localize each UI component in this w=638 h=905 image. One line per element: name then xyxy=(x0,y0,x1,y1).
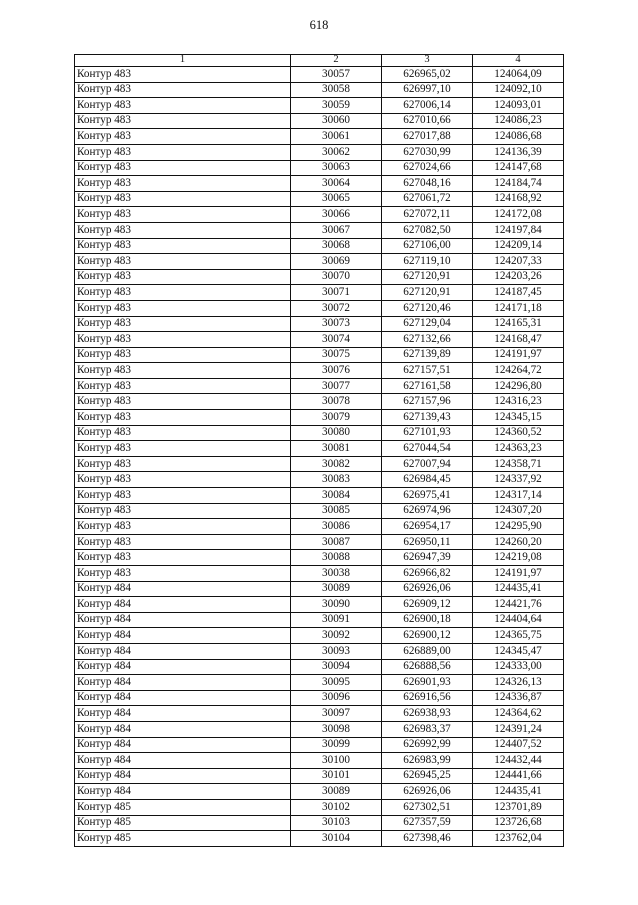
y-coordinate-cell: 124203,26 xyxy=(473,269,564,285)
table-row xyxy=(75,643,564,659)
table-row xyxy=(75,129,564,145)
x-coordinate-cell: 627044,54 xyxy=(382,441,473,457)
point-number-cell: 30072 xyxy=(291,300,382,316)
contour-name-cell: Контур 484 xyxy=(75,737,291,753)
contour-name-cell: Контур 484 xyxy=(75,753,291,769)
x-coordinate-cell: 626926,06 xyxy=(382,784,473,800)
header-col-4: 4 xyxy=(473,55,564,67)
table-row xyxy=(75,394,564,410)
point-number-cell: 30073 xyxy=(291,316,382,332)
table-row xyxy=(75,456,564,472)
table-row xyxy=(75,98,564,114)
x-coordinate-cell: 626916,56 xyxy=(382,690,473,706)
table-row xyxy=(75,799,564,815)
contour-name-cell: Контур 483 xyxy=(75,176,291,192)
point-number-cell: 30098 xyxy=(291,721,382,737)
table-row xyxy=(75,191,564,207)
point-number-cell: 30062 xyxy=(291,144,382,160)
contour-name-cell: Контур 483 xyxy=(75,82,291,98)
point-number-cell: 30100 xyxy=(291,753,382,769)
contour-name-cell: Контур 483 xyxy=(75,332,291,348)
point-number-cell: 30093 xyxy=(291,643,382,659)
x-coordinate-cell: 627357,59 xyxy=(382,815,473,831)
contour-name-cell: Контур 483 xyxy=(75,488,291,504)
coordinates-table xyxy=(74,54,564,847)
y-coordinate-cell: 124363,23 xyxy=(473,441,564,457)
point-number-cell: 30104 xyxy=(291,831,382,847)
y-coordinate-cell: 124307,20 xyxy=(473,503,564,519)
header-row xyxy=(75,55,564,67)
x-coordinate-cell: 627101,93 xyxy=(382,425,473,441)
y-coordinate-cell: 124168,47 xyxy=(473,332,564,348)
y-coordinate-cell: 124432,44 xyxy=(473,753,564,769)
contour-name-cell: Контур 483 xyxy=(75,394,291,410)
table-row xyxy=(75,612,564,628)
y-coordinate-cell: 124404,64 xyxy=(473,612,564,628)
y-coordinate-cell: 124191,97 xyxy=(473,566,564,582)
contour-name-cell: Контур 483 xyxy=(75,347,291,363)
point-number-cell: 30071 xyxy=(291,285,382,301)
table-row xyxy=(75,628,564,644)
y-coordinate-cell: 124316,23 xyxy=(473,394,564,410)
y-coordinate-cell: 124295,90 xyxy=(473,519,564,535)
y-coordinate-cell: 124435,41 xyxy=(473,784,564,800)
contour-name-cell: Контур 483 xyxy=(75,285,291,301)
point-number-cell: 30066 xyxy=(291,207,382,223)
y-coordinate-cell: 124172,08 xyxy=(473,207,564,223)
contour-name-cell: Контур 485 xyxy=(75,831,291,847)
x-coordinate-cell: 627072,11 xyxy=(382,207,473,223)
y-coordinate-cell: 124336,87 xyxy=(473,690,564,706)
point-number-cell: 30086 xyxy=(291,519,382,535)
x-coordinate-cell: 626950,11 xyxy=(382,534,473,550)
table-row xyxy=(75,737,564,753)
table-row xyxy=(75,503,564,519)
y-coordinate-cell: 124364,62 xyxy=(473,706,564,722)
x-coordinate-cell: 626900,18 xyxy=(382,612,473,628)
x-coordinate-cell: 627120,91 xyxy=(382,269,473,285)
point-number-cell: 30058 xyxy=(291,82,382,98)
contour-name-cell: Контур 483 xyxy=(75,363,291,379)
table-row xyxy=(75,347,564,363)
table-row xyxy=(75,831,564,847)
y-coordinate-cell: 124345,15 xyxy=(473,410,564,426)
table-row xyxy=(75,332,564,348)
contour-name-cell: Контур 484 xyxy=(75,690,291,706)
x-coordinate-cell: 626984,45 xyxy=(382,472,473,488)
table-row xyxy=(75,144,564,160)
table-row xyxy=(75,472,564,488)
x-coordinate-cell: 627120,46 xyxy=(382,300,473,316)
point-number-cell: 30080 xyxy=(291,425,382,441)
point-number-cell: 30067 xyxy=(291,222,382,238)
table-row xyxy=(75,597,564,613)
point-number-cell: 30094 xyxy=(291,659,382,675)
table-row xyxy=(75,378,564,394)
table-row xyxy=(75,550,564,566)
y-coordinate-cell: 124092,10 xyxy=(473,82,564,98)
y-coordinate-cell: 124260,20 xyxy=(473,534,564,550)
table-row xyxy=(75,441,564,457)
x-coordinate-cell: 627129,04 xyxy=(382,316,473,332)
contour-name-cell: Контур 484 xyxy=(75,643,291,659)
table-row xyxy=(75,254,564,270)
contour-name-cell: Контур 483 xyxy=(75,269,291,285)
y-coordinate-cell: 124333,00 xyxy=(473,659,564,675)
point-number-cell: 30077 xyxy=(291,378,382,394)
table-row xyxy=(75,659,564,675)
x-coordinate-cell: 626888,56 xyxy=(382,659,473,675)
x-coordinate-cell: 627398,46 xyxy=(382,831,473,847)
table-header xyxy=(75,55,564,67)
x-coordinate-cell: 627132,66 xyxy=(382,332,473,348)
y-coordinate-cell: 124407,52 xyxy=(473,737,564,753)
x-coordinate-cell: 626954,17 xyxy=(382,519,473,535)
point-number-cell: 30081 xyxy=(291,441,382,457)
table-row xyxy=(75,768,564,784)
x-coordinate-cell: 626945,25 xyxy=(382,768,473,784)
contour-name-cell: Контур 483 xyxy=(75,534,291,550)
contour-name-cell: Контур 483 xyxy=(75,160,291,176)
table-row xyxy=(75,581,564,597)
y-coordinate-cell: 124209,14 xyxy=(473,238,564,254)
x-coordinate-cell: 627010,66 xyxy=(382,113,473,129)
x-coordinate-cell: 627120,91 xyxy=(382,285,473,301)
point-number-cell: 30060 xyxy=(291,113,382,129)
y-coordinate-cell: 123726,68 xyxy=(473,815,564,831)
contour-name-cell: Контур 483 xyxy=(75,222,291,238)
x-coordinate-cell: 626983,37 xyxy=(382,721,473,737)
table-row xyxy=(75,285,564,301)
contour-name-cell: Контур 483 xyxy=(75,191,291,207)
point-number-cell: 30099 xyxy=(291,737,382,753)
y-coordinate-cell: 124441,66 xyxy=(473,768,564,784)
table-row xyxy=(75,721,564,737)
contour-name-cell: Контур 483 xyxy=(75,410,291,426)
table-row xyxy=(75,534,564,550)
point-number-cell: 30087 xyxy=(291,534,382,550)
point-number-cell: 30061 xyxy=(291,129,382,145)
y-coordinate-cell: 124358,71 xyxy=(473,456,564,472)
contour-name-cell: Контур 484 xyxy=(75,784,291,800)
contour-name-cell: Контур 483 xyxy=(75,456,291,472)
table-row xyxy=(75,67,564,83)
point-number-cell: 30079 xyxy=(291,410,382,426)
point-number-cell: 30090 xyxy=(291,597,382,613)
y-coordinate-cell: 124168,92 xyxy=(473,191,564,207)
page-number: 618 xyxy=(309,18,329,32)
table-row xyxy=(75,566,564,582)
point-number-cell: 30068 xyxy=(291,238,382,254)
y-coordinate-cell: 124064,09 xyxy=(473,67,564,83)
point-number-cell: 30097 xyxy=(291,706,382,722)
x-coordinate-cell: 626900,12 xyxy=(382,628,473,644)
table-row xyxy=(75,316,564,332)
contour-name-cell: Контур 483 xyxy=(75,300,291,316)
point-number-cell: 30102 xyxy=(291,799,382,815)
table-body xyxy=(75,67,564,847)
x-coordinate-cell: 626926,06 xyxy=(382,581,473,597)
contour-name-cell: Контур 483 xyxy=(75,550,291,566)
point-number-cell: 30070 xyxy=(291,269,382,285)
point-number-cell: 30103 xyxy=(291,815,382,831)
contour-name-cell: Контур 484 xyxy=(75,659,291,675)
contour-name-cell: Контур 483 xyxy=(75,254,291,270)
contour-name-cell: Контур 484 xyxy=(75,581,291,597)
point-number-cell: 30085 xyxy=(291,503,382,519)
y-coordinate-cell: 124187,45 xyxy=(473,285,564,301)
x-coordinate-cell: 627157,51 xyxy=(382,363,473,379)
contour-name-cell: Контур 484 xyxy=(75,612,291,628)
x-coordinate-cell: 627139,43 xyxy=(382,410,473,426)
contour-name-cell: Контур 484 xyxy=(75,597,291,613)
x-coordinate-cell: 626983,99 xyxy=(382,753,473,769)
y-coordinate-cell: 124435,41 xyxy=(473,581,564,597)
table-row xyxy=(75,82,564,98)
y-coordinate-cell: 124171,18 xyxy=(473,300,564,316)
x-coordinate-cell: 627082,50 xyxy=(382,222,473,238)
x-coordinate-cell: 626992,99 xyxy=(382,737,473,753)
point-number-cell: 30089 xyxy=(291,581,382,597)
table-row xyxy=(75,222,564,238)
x-coordinate-cell: 626938,93 xyxy=(382,706,473,722)
point-number-cell: 30089 xyxy=(291,784,382,800)
contour-name-cell: Контур 484 xyxy=(75,706,291,722)
y-coordinate-cell: 124264,72 xyxy=(473,363,564,379)
y-coordinate-cell: 124296,80 xyxy=(473,378,564,394)
point-number-cell: 30096 xyxy=(291,690,382,706)
table-row xyxy=(75,690,564,706)
x-coordinate-cell: 627048,16 xyxy=(382,176,473,192)
contour-name-cell: Контур 484 xyxy=(75,768,291,784)
y-coordinate-cell: 124326,13 xyxy=(473,675,564,691)
y-coordinate-cell: 124337,92 xyxy=(473,472,564,488)
contour-name-cell: Контур 483 xyxy=(75,113,291,129)
contour-name-cell: Контур 483 xyxy=(75,425,291,441)
contour-name-cell: Контур 484 xyxy=(75,628,291,644)
contour-name-cell: Контур 483 xyxy=(75,67,291,83)
contour-name-cell: Контур 484 xyxy=(75,721,291,737)
table-row xyxy=(75,269,564,285)
contour-name-cell: Контур 483 xyxy=(75,238,291,254)
x-coordinate-cell: 626997,10 xyxy=(382,82,473,98)
x-coordinate-cell: 626975,41 xyxy=(382,488,473,504)
table-row xyxy=(75,410,564,426)
point-number-cell: 30091 xyxy=(291,612,382,628)
header-col-1: 1 xyxy=(75,55,291,67)
table-row xyxy=(75,815,564,831)
y-coordinate-cell: 124345,47 xyxy=(473,643,564,659)
point-number-cell: 30057 xyxy=(291,67,382,83)
table-row xyxy=(75,113,564,129)
y-coordinate-cell: 123701,89 xyxy=(473,799,564,815)
x-coordinate-cell: 627139,89 xyxy=(382,347,473,363)
y-coordinate-cell: 124317,14 xyxy=(473,488,564,504)
x-coordinate-cell: 626909,12 xyxy=(382,597,473,613)
y-coordinate-cell: 124365,75 xyxy=(473,628,564,644)
y-coordinate-cell: 124219,08 xyxy=(473,550,564,566)
x-coordinate-cell: 627157,96 xyxy=(382,394,473,410)
x-coordinate-cell: 626966,82 xyxy=(382,566,473,582)
contour-name-cell: Контур 483 xyxy=(75,316,291,332)
y-coordinate-cell: 124184,74 xyxy=(473,176,564,192)
y-coordinate-cell: 124165,31 xyxy=(473,316,564,332)
table-row xyxy=(75,238,564,254)
y-coordinate-cell: 124191,97 xyxy=(473,347,564,363)
contour-name-cell: Контур 483 xyxy=(75,207,291,223)
table-row xyxy=(75,753,564,769)
point-number-cell: 30078 xyxy=(291,394,382,410)
contour-name-cell: Контур 483 xyxy=(75,472,291,488)
x-coordinate-cell: 626974,96 xyxy=(382,503,473,519)
point-number-cell: 30088 xyxy=(291,550,382,566)
point-number-cell: 30065 xyxy=(291,191,382,207)
y-coordinate-cell: 124086,23 xyxy=(473,113,564,129)
x-coordinate-cell: 627017,88 xyxy=(382,129,473,145)
table-row xyxy=(75,784,564,800)
x-coordinate-cell: 627061,72 xyxy=(382,191,473,207)
x-coordinate-cell: 627007,94 xyxy=(382,456,473,472)
table-row xyxy=(75,176,564,192)
x-coordinate-cell: 627161,58 xyxy=(382,378,473,394)
x-coordinate-cell: 627106,00 xyxy=(382,238,473,254)
table-row xyxy=(75,425,564,441)
table-row xyxy=(75,488,564,504)
contour-name-cell: Контур 485 xyxy=(75,799,291,815)
point-number-cell: 30038 xyxy=(291,566,382,582)
y-coordinate-cell: 124391,24 xyxy=(473,721,564,737)
x-coordinate-cell: 627302,51 xyxy=(382,799,473,815)
x-coordinate-cell: 626947,39 xyxy=(382,550,473,566)
point-number-cell: 30059 xyxy=(291,98,382,114)
x-coordinate-cell: 627119,10 xyxy=(382,254,473,270)
x-coordinate-cell: 627030,99 xyxy=(382,144,473,160)
y-coordinate-cell: 124197,84 xyxy=(473,222,564,238)
table-row xyxy=(75,675,564,691)
table-row xyxy=(75,160,564,176)
y-coordinate-cell: 124136,39 xyxy=(473,144,564,160)
point-number-cell: 30095 xyxy=(291,675,382,691)
table-row xyxy=(75,207,564,223)
contour-name-cell: Контур 483 xyxy=(75,129,291,145)
point-number-cell: 30069 xyxy=(291,254,382,270)
point-number-cell: 30083 xyxy=(291,472,382,488)
y-coordinate-cell: 124421,76 xyxy=(473,597,564,613)
header-col-2: 2 xyxy=(291,55,382,67)
point-number-cell: 30063 xyxy=(291,160,382,176)
point-number-cell: 30074 xyxy=(291,332,382,348)
contour-name-cell: Контур 483 xyxy=(75,144,291,160)
point-number-cell: 30076 xyxy=(291,363,382,379)
point-number-cell: 30082 xyxy=(291,456,382,472)
point-number-cell: 30075 xyxy=(291,347,382,363)
y-coordinate-cell: 124093,01 xyxy=(473,98,564,114)
contour-name-cell: Контур 483 xyxy=(75,441,291,457)
y-coordinate-cell: 124147,68 xyxy=(473,160,564,176)
table-row xyxy=(75,363,564,379)
x-coordinate-cell: 627024,66 xyxy=(382,160,473,176)
point-number-cell: 30084 xyxy=(291,488,382,504)
x-coordinate-cell: 626901,93 xyxy=(382,675,473,691)
x-coordinate-cell: 626965,02 xyxy=(382,67,473,83)
y-coordinate-cell: 124360,52 xyxy=(473,425,564,441)
point-number-cell: 30101 xyxy=(291,768,382,784)
y-coordinate-cell: 124086,68 xyxy=(473,129,564,145)
y-coordinate-cell: 123762,04 xyxy=(473,831,564,847)
point-number-cell: 30092 xyxy=(291,628,382,644)
contour-name-cell: Контур 483 xyxy=(75,503,291,519)
contour-name-cell: Контур 483 xyxy=(75,378,291,394)
y-coordinate-cell: 124207,33 xyxy=(473,254,564,270)
table-row xyxy=(75,519,564,535)
contour-name-cell: Контур 483 xyxy=(75,98,291,114)
point-number-cell: 30064 xyxy=(291,176,382,192)
x-coordinate-cell: 626889,00 xyxy=(382,643,473,659)
header-col-3: 3 xyxy=(382,55,473,67)
contour-name-cell: Контур 483 xyxy=(75,566,291,582)
contour-name-cell: Контур 484 xyxy=(75,675,291,691)
contour-name-cell: Контур 485 xyxy=(75,815,291,831)
table-row xyxy=(75,300,564,316)
x-coordinate-cell: 627006,14 xyxy=(382,98,473,114)
table-row xyxy=(75,706,564,722)
contour-name-cell: Контур 483 xyxy=(75,519,291,535)
